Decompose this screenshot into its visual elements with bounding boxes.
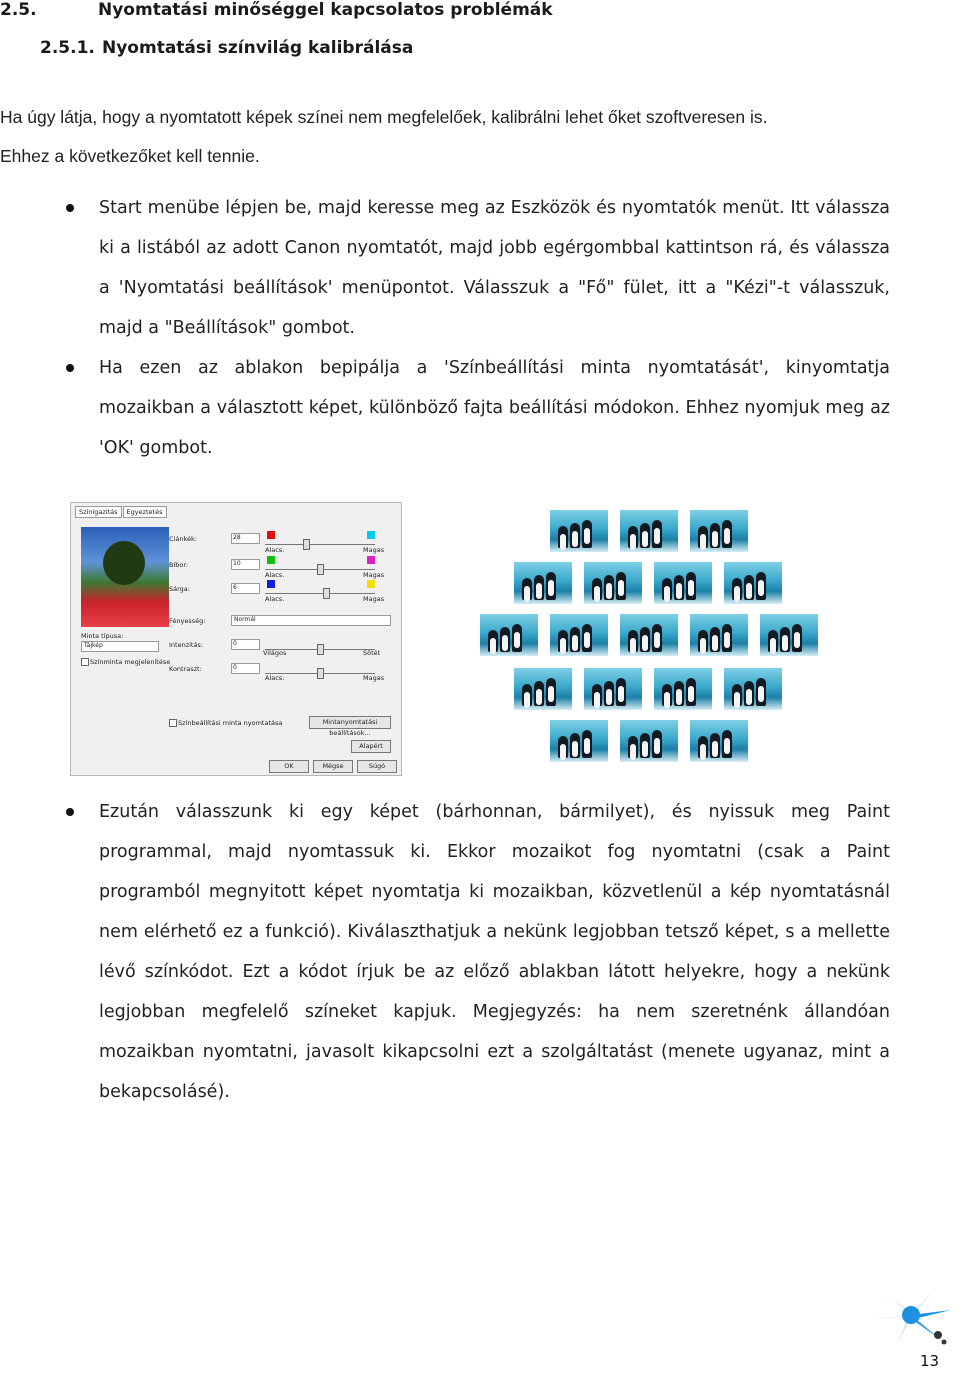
penguin-shape [582, 520, 592, 548]
bullet-item [0, 188, 890, 348]
penguin-sample-tile [550, 510, 608, 552]
yellow-input: 6 [231, 583, 260, 594]
brightness-select: Normál [231, 615, 391, 626]
penguin-shape [732, 578, 742, 600]
penguin-shape [662, 684, 672, 706]
penguin-shape [592, 578, 602, 600]
cancel-button: Mégse [313, 760, 353, 773]
bullet-list-1 [0, 188, 890, 468]
penguin-shape [604, 575, 614, 600]
penguin-shape [582, 624, 592, 652]
penguin-shape [546, 572, 556, 600]
cyan-input: 28 [231, 533, 260, 544]
color-pattern-checkbox [81, 658, 89, 666]
intensity-slider-knob [317, 644, 324, 655]
section-heading [0, 0, 553, 20]
cyan-label: Ciánkék: [169, 535, 197, 543]
penguin-sample-tile [724, 562, 782, 604]
color-adjustment-dialog-screenshot [70, 502, 402, 776]
yellow-slider-knob [323, 588, 330, 599]
pattern-type-select: Tájkép [81, 641, 159, 652]
penguin-sample-tile [690, 720, 748, 762]
contrast-label: Kontraszt: [169, 665, 202, 673]
penguin-shape [512, 624, 522, 652]
intro-line-1: Ha úgy látja, hogy a nyomtatott képek színei nem megfelelőek, kalibrálni lehet őket szoftveresen is. [0, 107, 768, 127]
cyan-swatch [367, 531, 375, 539]
penguin-sample-tile [724, 668, 782, 710]
high-label: Magas [363, 595, 385, 603]
penguin-shape [558, 736, 568, 758]
print-pattern-checkbox-label: Színbeállítási minta nyomtatása [178, 719, 283, 727]
penguin-shape [756, 572, 766, 600]
penguin-shape [546, 678, 556, 706]
bullet-icon [66, 808, 74, 816]
dark-label: Sötét [363, 649, 381, 657]
penguin-shape [522, 578, 532, 600]
default-button: Alapért [351, 740, 391, 753]
penguin-shape [722, 520, 732, 548]
penguin-shape [722, 624, 732, 652]
high-label: Magas [363, 571, 385, 579]
penguin-sample-tile [514, 562, 572, 604]
intro-paragraph [0, 98, 900, 176]
penguin-shape [768, 630, 778, 652]
bullet-icon [66, 204, 74, 212]
penguin-shape [674, 681, 684, 706]
penguin-shape [710, 733, 720, 758]
penguin-shape [488, 630, 498, 652]
penguin-shape [780, 627, 790, 652]
low-label: Alacs. [265, 571, 285, 579]
magenta-slider-knob [317, 564, 324, 575]
pattern-type-label: Minta típusa: [81, 632, 124, 640]
tab-matching: Egyeztetés [123, 506, 167, 518]
high-label: Magas [363, 546, 385, 554]
green-swatch [267, 556, 275, 564]
cyan-slider-track [265, 544, 375, 545]
penguin-sample-tile [690, 614, 748, 656]
magenta-swatch [367, 556, 375, 564]
penguin-sample-tile [690, 510, 748, 552]
penguin-shape [558, 526, 568, 548]
penguin-shape [522, 684, 532, 706]
penguin-shape [534, 681, 544, 706]
penguin-shape [628, 736, 638, 758]
bullet-icon [66, 364, 74, 372]
penguin-sample-tile [654, 562, 712, 604]
low-label: Alacs. [265, 595, 285, 603]
section-title: Nyomtatási minőséggel kapcsolatos problémák [98, 0, 553, 20]
bullet-item [0, 792, 890, 1112]
subsection-title: Nyomtatási színvilág kalibrálása [102, 38, 414, 58]
penguin-shape [652, 624, 662, 652]
penguin-shape [534, 575, 544, 600]
penguin-shape [744, 575, 754, 600]
subsection-number: 2.5.1. [40, 38, 95, 58]
magenta-input: 10 [231, 559, 260, 570]
penguin-shape [722, 730, 732, 758]
brightness-label: Fényesség: [169, 617, 206, 625]
penguin-shape [640, 523, 650, 548]
low-label: Alacs. [265, 674, 285, 682]
tab-color-adjustment: Színigazítás [75, 506, 122, 518]
preview-photo [81, 527, 169, 627]
cyan-slider-knob [303, 539, 310, 550]
bullet-item [0, 348, 890, 468]
subsection-heading [40, 38, 413, 58]
blue-swatch [267, 580, 275, 588]
penguin-shape [616, 572, 626, 600]
penguin-sample-tile [550, 720, 608, 762]
intensity-input: 0 [231, 639, 260, 650]
penguin-shape [698, 736, 708, 758]
penguin-shape [570, 523, 580, 548]
penguin-sample-tile [514, 668, 572, 710]
penguin-shape [582, 730, 592, 758]
penguin-sample-tile [654, 668, 712, 710]
penguin-sample-tile [620, 510, 678, 552]
ok-button: OK [269, 760, 309, 773]
low-label: Alacs. [265, 546, 285, 554]
penguin-sample-tile [760, 614, 818, 656]
penguin-sample-tile [584, 562, 642, 604]
penguin-shape [640, 627, 650, 652]
contrast-slider-knob [317, 668, 324, 679]
yellow-swatch [367, 580, 375, 588]
penguin-sample-tile [620, 614, 678, 656]
penguin-shape [732, 684, 742, 706]
color-pattern-checkbox-label: Színminta megjelenítése [90, 658, 171, 666]
high-label: Magas [363, 674, 385, 682]
penguin-shape [652, 730, 662, 758]
section-number: 2.5. [0, 0, 37, 20]
penguin-shape [710, 523, 720, 548]
bullet-list-2 [0, 792, 890, 1112]
dialog-tabs [75, 506, 168, 518]
yellow-slider-track [265, 593, 375, 594]
red-swatch [267, 531, 275, 539]
penguin-shape [640, 733, 650, 758]
penguin-shape [604, 681, 614, 706]
penguin-sample-tile [620, 720, 678, 762]
penguin-shape [686, 572, 696, 600]
penguin-shape [698, 526, 708, 548]
color-pattern-mosaic [476, 500, 896, 780]
penguin-shape [686, 678, 696, 706]
splash-logo-icon [866, 1280, 956, 1350]
penguin-sample-tile [480, 614, 538, 656]
contrast-input: 0 [231, 663, 260, 674]
penguin-shape [662, 578, 672, 600]
pattern-print-settings-button: Mintanyomtatási beállítások... [309, 716, 391, 729]
penguin-shape [628, 630, 638, 652]
penguin-shape [710, 627, 720, 652]
penguin-sample-tile [584, 668, 642, 710]
print-pattern-checkbox [169, 719, 177, 727]
penguin-shape [592, 684, 602, 706]
penguin-shape [792, 624, 802, 652]
magenta-label: Bíbor: [169, 561, 189, 569]
bullet-text: Ha ezen az ablakon bepipálja a 'Színbeállítási minta nyomtatását', kinyomtatja mozaikban a választott képet, különböző fajta beállítási módokon. Ehhez nyomjuk meg az 'OK' gombot. [99, 358, 890, 458]
penguin-shape [756, 678, 766, 706]
penguin-shape [628, 526, 638, 548]
bullet-text: Ezután válasszunk ki egy képet (bárhonnan, bármilyet), és nyissuk meg Paint programmal, majd nyomtassuk ki. Ekkor mozaikot fog nyomtatni (csak a Paint programból megnyitott képet nyomtatja ki mozaikban, közvetlenül a kép nyomtatásnál nem elérhető ez a funkció). Kiválaszthatjuk a nekünk legjobban tetsző képet, s a mellette lévő színkódot. Ezt a kódot írjuk be az előző ablakban látott helyekre, hogy a nekünk legjobban megfelelő színeket kapjuk. Megjegyzés: ha nem szeretnénk állandóan mozaikban nyomtatni, javasolt kikapcsolni ezt a szolgáltatást (menete ugyanaz, mint a bekapcsolásé). [99, 802, 890, 1102]
light-label: Világos [263, 649, 287, 657]
penguin-shape [698, 630, 708, 652]
penguin-shape [570, 627, 580, 652]
page-number: 13 [920, 1352, 940, 1370]
penguin-shape [674, 575, 684, 600]
penguin-shape [570, 733, 580, 758]
penguin-shape [652, 520, 662, 548]
penguin-shape [616, 678, 626, 706]
penguin-shape [744, 681, 754, 706]
bullet-text: Start menübe lépjen be, majd keresse meg az Eszközök és nyomtatók menüt. Itt válassza ki a listából az adott Canon nyomtatót, majd jobb egérgombbal kattintson rá, és válassza a 'Nyomtatási beállítások' menüpontot. Válasszuk a "Fő" fület, itt a "Kézi"-t válasszuk, majd a "Beállítások" gombot. [99, 198, 890, 338]
penguin-shape [558, 630, 568, 652]
penguin-shape [500, 627, 510, 652]
intensity-label: Intenzitás: [169, 641, 204, 649]
yellow-label: Sárga: [169, 585, 190, 593]
penguin-sample-tile [550, 614, 608, 656]
help-button: Súgó [357, 760, 397, 773]
tree-shape [103, 541, 145, 585]
intro-line-2: Ehhez a következőket kell tennie. [0, 146, 260, 166]
